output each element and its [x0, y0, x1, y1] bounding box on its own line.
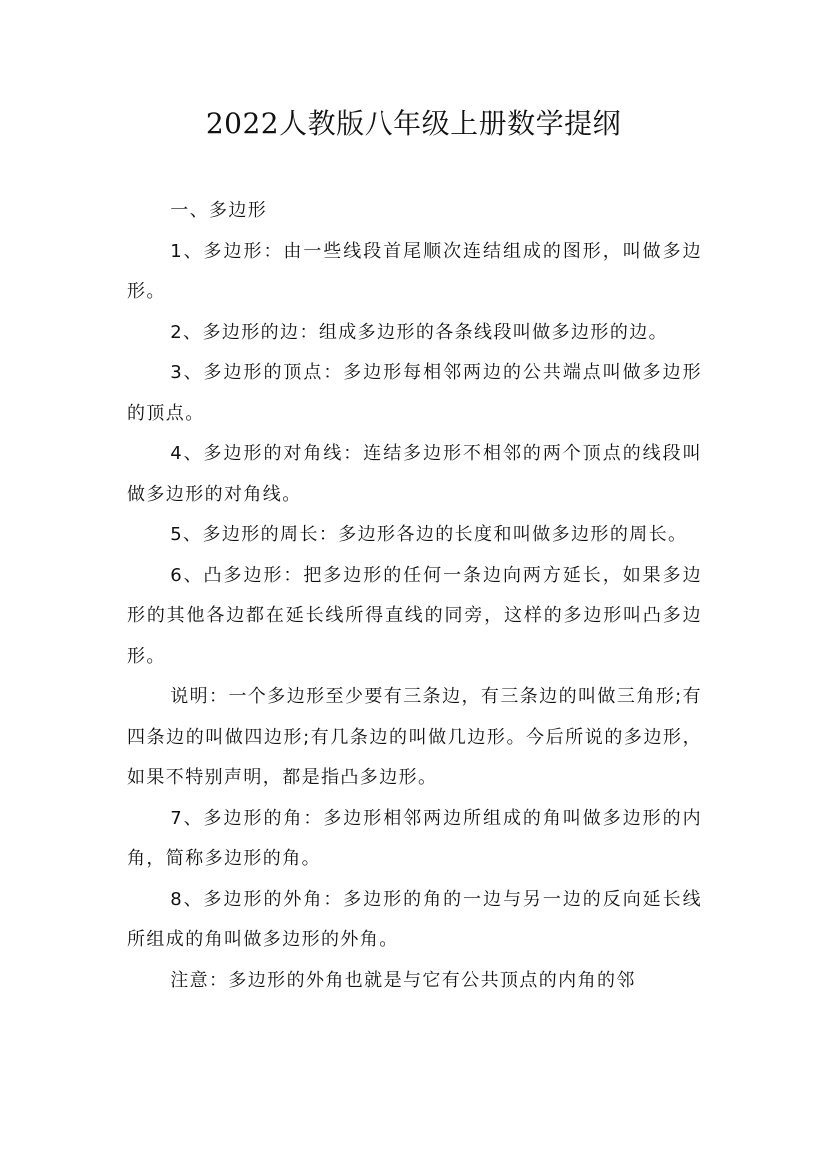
paragraph: 4、多边形的对角线：连结多边形不相邻的两个顶点的线段叫做多边形的对角线。 [127, 443, 702, 505]
paragraph: 6、凸多边形：把多边形的任何一条边向两方延长，如果多边形的其他各边都在延长线所得直线的同旁，这样的多边形叫凸多边形。 [127, 564, 702, 667]
paragraph: 说明：一个多边形至少要有三条边，有三条边的叫做三角形;有四条边的叫做四边形;有几条边的叫做几边形。今后所说的多边形，如果不特别声明，都是指凸多边形。 [127, 686, 702, 788]
paragraph: 注意：多边形的外角也就是与它有公共顶点的内角的邻 [170, 969, 636, 991]
section-heading: 一、多边形 [170, 200, 268, 221]
paragraph: 2、多边形的边：组成多边形的各条线段叫做多边形的边。 [170, 321, 669, 343]
document-body [127, 191, 702, 1001]
paragraph: 1、多边形：由一些线段首尾顺次连结组成的图形，叫做多边形。 [127, 240, 702, 302]
paragraph: 7、多边形的角：多边形相邻两边所组成的角叫做多边形的内角，简称多边形的角。 [127, 807, 702, 869]
paragraph: 3、多边形的顶点：多边形每相邻两边的公共端点叫做多边形的顶点。 [127, 362, 702, 424]
paragraph: 5、多边形的周长：多边形各边的长度和叫做多边形的周长。 [170, 524, 688, 545]
document-title: 2022人教版八年级上册数学提纲 [205, 107, 622, 140]
paragraph: 8、多边形的外角：多边形的角的一边与另一边的反向延长线所组成的角叫做多边形的外角。 [127, 888, 702, 950]
